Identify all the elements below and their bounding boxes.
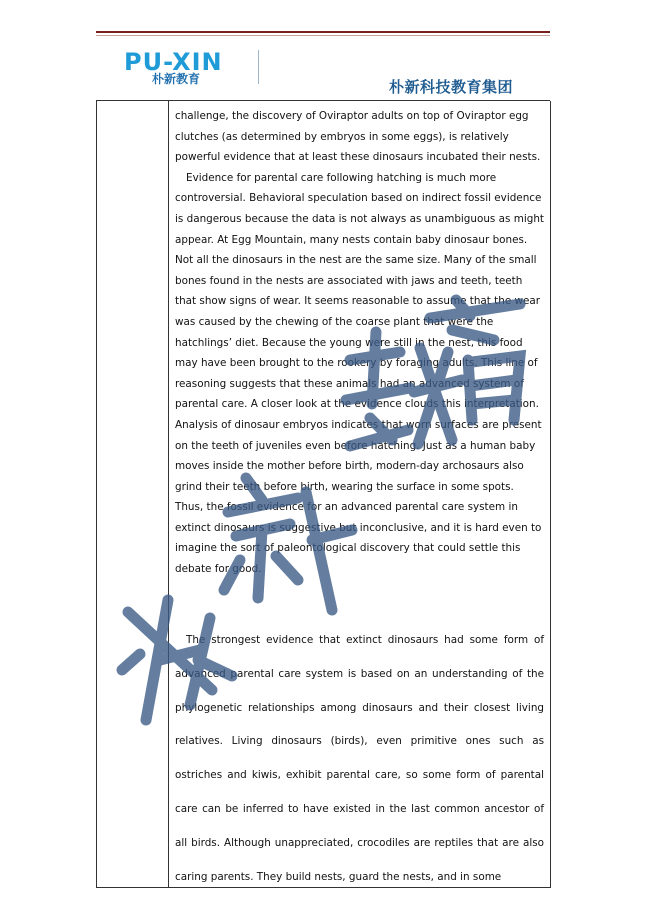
passage-paragraph-3: The strongest evidence that extinct dinosaurs had some form of advanced parental care system is based on an understanding of the phylogenetic relationships among dinosaurs and their closest living relatives. Living dinosaurs (birds), even primitive ones such as ostriches and kiwis, exhibit parental care, so some form of parental care can be inferred to have existed in the last common ancestor of all birds. Although unappreciated, crocodiles are reptiles that are also caring parents. They build nests, guard the nests, and in some: [175, 634, 544, 883]
passage-body: [175, 106, 544, 580]
puxin-logo: [124, 49, 264, 87]
table-column-divider: [168, 101, 169, 888]
header-top-rule-thin: [96, 35, 550, 36]
header-top-rule: [96, 31, 550, 33]
logo-divider: [258, 50, 259, 84]
passage-paragraph-2: Evidence for parental care following hatching is much more controversial. Behavioral speculation based on indirect fossil evidence is dangerous because the data is not always as unambiguous as might appear. At Egg Mountain, many nests contain baby dinosaur bones. Not all the dinosaurs in the nest are the same size. Many of the small bones found in the nests are associated with jaws and teeth, teeth that show signs of wear. It seems reasonable to assume that the wear was caused by the chewing of the coarse plant that were the hatchlings’ diet. Because the young were still in the nest, this food may have been brought to the rookery by foraging adults. This line of reasoning suggests that these animals had an advanced system of parental care. A closer look at the evidence clouds this interpretation. Analysis of dinosaur embryos indicates that worn surfaces are present on the teeth of juveniles even before hatching. Just as a human baby moves inside the mother before birth, modern-day archosaurs also grind their teeth before birth, wearing the surface in some spots. Thus, the fossil evidence for an advanced parental care system in extinct dinosaurs is suggestive but inconclusive, and it is hard even to imagine the sort of paleontological discovery that could settle this debate for good.: [175, 171, 544, 576]
logo-wordmark: PU-XIN: [124, 48, 223, 76]
passage-paragraph-1: challenge, the discovery of Oviraptor adults on top of Oviraptor egg clutches (as determined by embryos in some eggs), is relatively powerful evidence that at least these dinosaurs incubated their nests.: [175, 110, 541, 164]
logo-subtext: 朴新教育: [152, 72, 201, 86]
group-name: 朴新科技教育集团: [389, 78, 514, 96]
